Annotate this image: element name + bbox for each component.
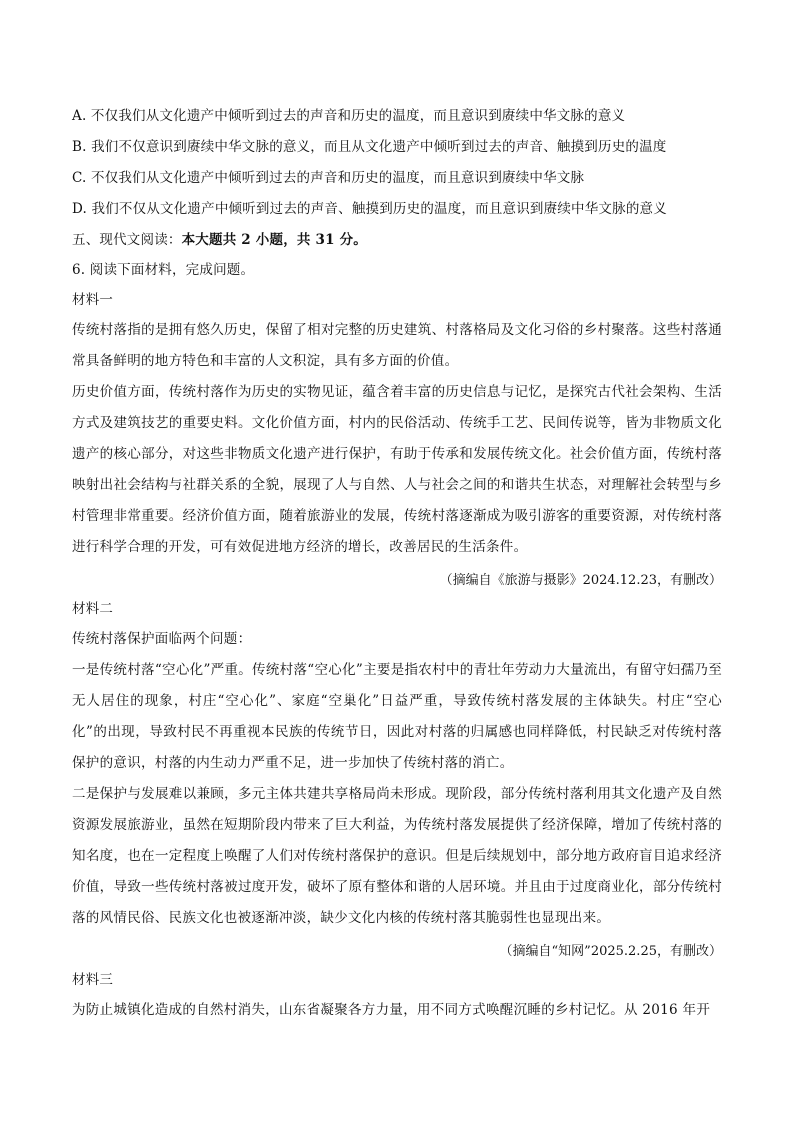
document-page: [72, 100, 722, 1026]
material2-body: [72, 624, 722, 934]
material1-paragraph-1: 传统村落指的是拥有悠久历史，保留了相对完整的历史建筑、村落格局及文化习俗的乡村聚落。这些村落通常具备鲜明的地方特色和丰富的人文积淀，具有多方面的价值。: [72, 322, 722, 369]
material1-title: 材料一: [72, 292, 114, 308]
material2-paragraph-2: 二是保护与发展难以兼顾，多元主体共建共享格局尚未形成。现阶段，部分传统村落利用其文化遗产及自然资源发展旅游业，虽然在短期阶段内带来了巨大利益，为传统村落发展提供了经济保障，增加了传统村落的知名度，也在一定程度上唤醒了人们对传统村落保护的意识。但是后续规划中，部分地方政府盲目追求经济价值，导致一些传统村落被过度开发，破坏了原有整体和谐的人居环境。并且由于过度商业化，部分传统村落的风情民俗、民族文化也被逐渐冲淡，缺少文化内核的传统村落其脆弱性也显现出来。: [72, 786, 722, 926]
option-b: B. 我们不仅意识到赓续中华文脉的意义，而且从文化遗产中倾听到过去的声音、触摸到历史的温度: [72, 138, 667, 155]
section-prefix: 五、现代文阅读：: [72, 231, 182, 248]
section-heading: [72, 224, 722, 255]
question-stem: 6. 阅读下面材料，完成问题。: [72, 262, 255, 278]
material1-body: [72, 315, 722, 563]
option-a: A. 不仅我们从文化遗产中倾听到过去的声音和历史的温度，而且意识到赓续中华文脉的意义: [72, 107, 626, 124]
material3-paragraph-1: 为防止城镇化造成的自然村消失，山东省凝聚各方力量，用不同方式唤醒沉睡的乡村记忆。从 2016 年开: [72, 1002, 711, 1018]
material2-source: （摘编自“知网”2025.2.25，有删改）: [499, 944, 722, 959]
material1-source: （摘编自《旅游与摄影》2024.12.23，有删改）: [439, 573, 722, 588]
option-c: C. 不仅我们从文化遗产中倾听到过去的声音和历史的温度，而且意识到赓续中华文脉: [72, 169, 585, 186]
section-bold: 本大题共 2 小题，共 31 分。: [181, 231, 367, 248]
material3-body: [72, 995, 722, 1026]
material2-title: 材料二: [72, 601, 114, 617]
material2-intro: 传统村落保护面临两个问题：: [72, 631, 252, 647]
material1-paragraph-2: 历史价值方面，传统村落作为历史的实物见证，蕴含着丰富的历史信息与记忆，是探究古代社会架构、生活方式及建筑技艺的重要史料。文化价值方面，村内的民俗活动、传统手工艺、民间传说等，皆为非物质文化遗产的核心部分，对这些非物质文化遗产进行保护，有助于传承和发展传统文化。社会价值方面，传统村落映射出社会结构与社群关系的全貌，展现了人与自然、人与社会之间的和谐共生状态，对理解社会转型与乡村管理非常重要。经济价值方面，随着旅游业的发展，传统村落逐渐成为吸引游客的重要资源，对传统村落进行科学合理的开发，可有效促进地方经济的增长，改善居民的生活条件。: [72, 384, 722, 555]
material3-title: 材料三: [72, 972, 114, 988]
option-d: D. 我们不仅从文化遗产中倾听到过去的声音、触摸到历史的温度，而且意识到赓续中华文脉的意义: [72, 200, 667, 217]
material2-paragraph-1: 一是传统村落“空心化”严重。传统村落“空心化”主要是指农村中的青壮年劳动力大量流出，有留守妇孺乃至无人居住的现象，村庄“空心化”、家庭“空巢化”日益严重，导致传统村落发展的主体缺失。村庄“空心化”的出现，导致村民不再重视本民族的传统节日，因此对村落的归属感也同样降低，村民缺乏对传统村落保护的意识，村落的内生动力严重不足，进一步加快了传统村落的消亡。: [72, 662, 722, 771]
